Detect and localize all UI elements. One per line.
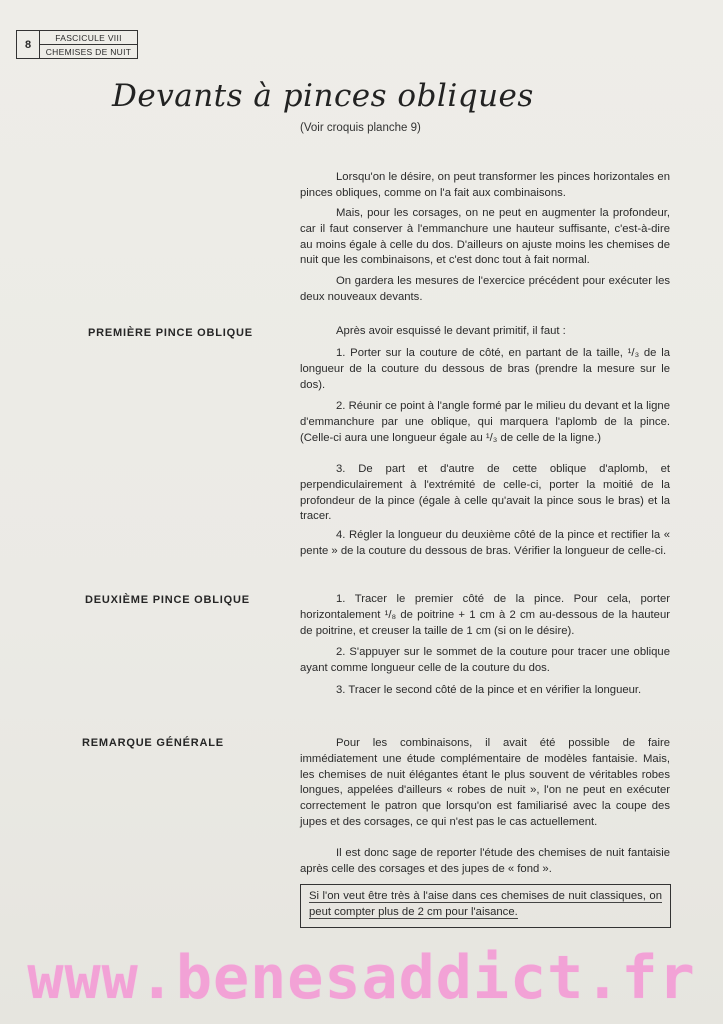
fascicule-label: FASCICULE VIII	[40, 31, 137, 45]
section-paragraph: Il est donc sage de reporter l'étude des chemises de nuit fantaisie après celle des corsages et des jupes de « fond ».	[300, 847, 670, 875]
page-title: Devants à pinces obliques	[112, 78, 534, 114]
page-header-box	[16, 30, 138, 59]
section-heading-second: DEUXIÈME PINCE OBLIQUE	[85, 594, 250, 606]
intro-paragraph: Mais, pour les corsages, on ne peut en augmenter la profondeur, car il faut conserver à l'emmanchure une hauteur suffisante, c'est-à-dire au moins égale à celle du dos. D'ailleurs on ajuste moins les chemises de nuit que les combinaisons, et c'est donc tout à fait normal.	[300, 207, 670, 267]
page-number: 8	[17, 31, 40, 58]
page-subtitle: (Voir croquis planche 9)	[300, 122, 421, 134]
section-heading-first: PREMIÈRE PINCE OBLIQUE	[88, 327, 253, 339]
section-paragraph: Après avoir esquissé le devant primitif, il faut :	[336, 325, 566, 337]
section-paragraph: 2. Réunir ce point à l'angle formé par le milieu du devant et la ligne d'emmanchure par une oblique, qui marquera l'aplomb de la pince. (Celle-ci aura une longueur égale au ¹/₃ de celle de la ligne.)	[300, 400, 670, 444]
section-paragraph: 3. Tracer le second côté de la pince et en vérifier la longueur.	[336, 684, 642, 696]
watermark-text: www.benesaddict.fr	[27, 943, 696, 1013]
intro-paragraph: Lorsqu'on le désire, on peut transformer les pinces horizontales en pinces obliques, comme on l'a fait aux combinaisons.	[300, 171, 670, 199]
section-paragraph: 1. Porter sur la couture de côté, en partant de la taille, ¹/₃ de la longueur de la couture du dessous de bras (prendre la mesure sur le dos).	[300, 347, 670, 391]
note-text: Si l'on veut être très à l'aise dans ces chemises de nuit classiques, on peut compter plus de 2 cm pour l'aisance.	[309, 890, 662, 918]
intro-paragraph: On gardera les mesures de l'exercice précédent pour exécuter les deux nouveaux devants.	[300, 275, 670, 303]
note-box	[300, 884, 671, 928]
section-paragraph: 3. De part et d'autre de cette oblique d'aplomb, et perpendiculairement à l'extrémité de celle-ci, porter la moitié de la profondeur de la pince (égale à celle qu'avait la pince sous le bras) et la tracer.	[300, 463, 670, 523]
section-paragraph: Pour les combinaisons, il avait été possible de faire immédiatement une étude complémentaire de modèles fantaisie. Mais, les chemises de nuit élégantes étant le plus souvent de véritables robes longues, appelées d'ailleurs « robes de nuit », l'on ne peut en exécuter correctement le patron que lorsqu'on est familiarisé avec la coupe des jupes et des corsages, ce qui n'est pas le cas actuellement.	[300, 737, 670, 828]
section-paragraph: 1. Tracer le premier côté de la pince. Pour cela, porter horizontalement ¹/₈ de poitrine + 1 cm à 2 cm au-dessous de la hauteur de poitrine, et creuser la taille de 1 cm (si on le désire).	[300, 593, 670, 637]
section-label: CHEMISES DE NUIT	[45, 46, 132, 57]
section-paragraph: 2. S'appuyer sur le sommet de la couture pour tracer une oblique ayant comme longueur celle de la couture du dos.	[300, 646, 670, 674]
section-heading-remark: REMARQUE GÉNÉRALE	[82, 737, 224, 749]
section-paragraph: 4. Régler la longueur du deuxième côté de la pince et rectifier la « pente » de la couture du dessous de bras. Vérifier la longueur de celle-ci.	[300, 529, 670, 557]
